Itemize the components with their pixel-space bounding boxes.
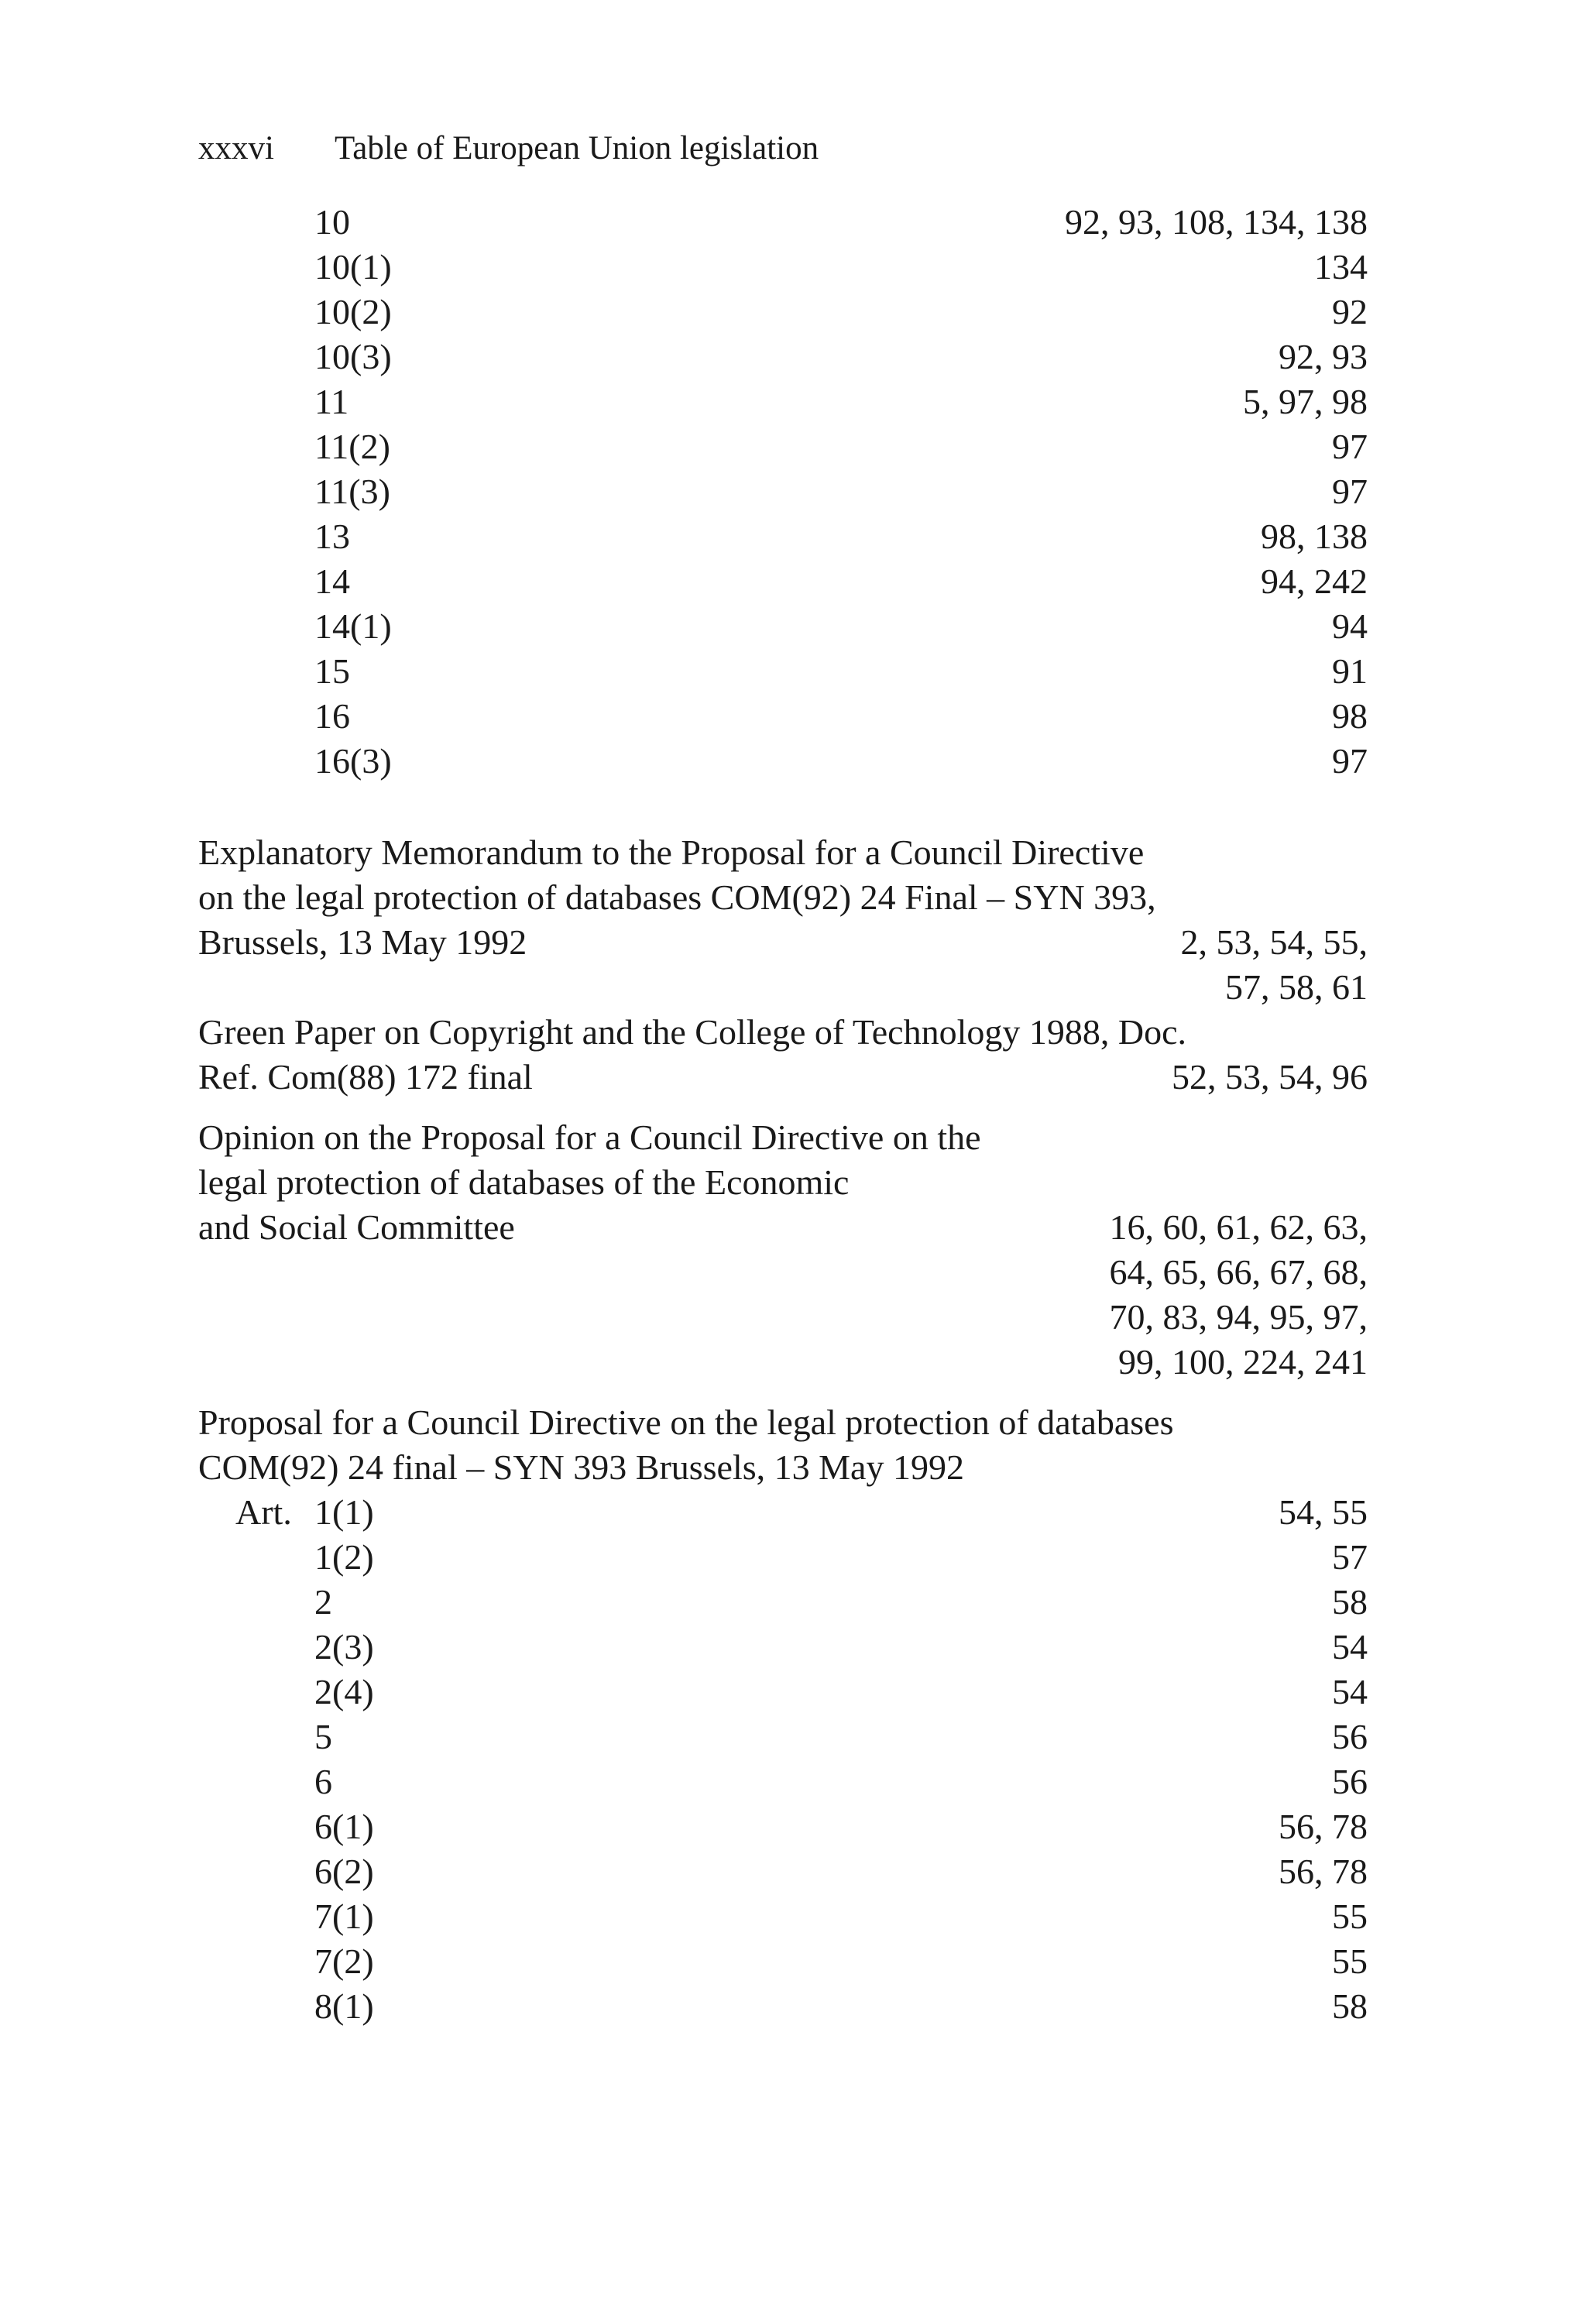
page-refs: 57 (1332, 1537, 1368, 1577)
article-ref: 2 (314, 1582, 332, 1622)
page-refs: 97 (1332, 427, 1368, 466)
article-ref: 2(3) (314, 1627, 374, 1667)
table-row (198, 604, 1368, 649)
article-ref: 15 (314, 651, 350, 691)
page-refs: 56 (1332, 1762, 1368, 1801)
page-refs: 55 (1332, 1941, 1368, 1981)
article-ref: 13 (314, 517, 350, 556)
entry-title-text: and Social Committee (198, 1207, 515, 1247)
entry-title-line: legal protection of databases of the Economic (198, 1162, 850, 1202)
page-refs: 16, 60, 61, 62, 63, (1109, 1207, 1368, 1247)
article-ref: 10(3) (314, 337, 392, 376)
table-row (198, 1625, 1368, 1670)
table-row (198, 694, 1368, 739)
entry-explanatory-memorandum (198, 830, 1368, 1010)
table-row (198, 739, 1368, 784)
page-refs: 52, 53, 54, 96 (1172, 1057, 1368, 1097)
article-ref: 11(3) (314, 472, 390, 511)
article-ref: 5 (314, 1717, 332, 1756)
table-row (198, 1580, 1368, 1625)
table-row (198, 1759, 1368, 1804)
table-row (198, 245, 1368, 290)
article-ref: 6(1) (314, 1807, 374, 1846)
article-ref: 8(1) (314, 1986, 374, 2026)
entry-title-line: COM(92) 24 final – SYN 393 Brussels, 13 May 1992 (198, 1447, 964, 1487)
running-title: Table of European Union legislation (335, 130, 819, 166)
page-refs: 56, 78 (1279, 1852, 1368, 1891)
table-row (198, 335, 1368, 379)
article-ref: 14 (314, 561, 350, 601)
page-refs: 56, 78 (1279, 1807, 1368, 1846)
page-refs: 55 (1332, 1897, 1368, 1936)
page-refs: 92, 93, 108, 134, 138 (1065, 202, 1368, 242)
page-refs: 92 (1332, 292, 1368, 331)
table-row (198, 424, 1368, 469)
page-refs: 94, 242 (1261, 561, 1368, 601)
article-prefix: Art. (235, 1492, 292, 1532)
entry-title-line: Explanatory Memorandum to the Proposal for a Council Directive (198, 832, 1145, 872)
page-refs: 64, 65, 66, 67, 68, (1109, 1252, 1368, 1292)
page-refs: 99, 100, 224, 241 (1118, 1342, 1368, 1382)
entry-title-line: Green Paper on Copyright and the College of Technology 1988, Doc. (198, 1012, 1186, 1052)
entry-title-text: Brussels, 13 May 1992 (198, 922, 527, 962)
table-row (198, 1715, 1368, 1759)
table-row (198, 559, 1368, 604)
table-row (198, 379, 1368, 424)
article-ref: 1(1) (314, 1492, 374, 1532)
page-refs: 5, 97, 98 (1243, 382, 1368, 421)
table-row (198, 1490, 1368, 1535)
article-ref: 16 (314, 696, 350, 736)
page-refs: 56 (1332, 1717, 1368, 1756)
table-row (198, 514, 1368, 559)
table-row (198, 1535, 1368, 1580)
entry-opinion (198, 1115, 1368, 1385)
page-refs: 94 (1332, 606, 1368, 646)
legislation-table (198, 200, 1368, 2029)
page-refs: 97 (1332, 472, 1368, 511)
article-ref: 6(2) (314, 1852, 374, 1891)
table-row (198, 290, 1368, 335)
running-head (198, 125, 819, 172)
article-ref: 6 (314, 1762, 332, 1801)
page-refs: 92, 93 (1279, 337, 1368, 376)
page-refs: 54 (1332, 1627, 1368, 1667)
entry-title-text: Ref. Com(88) 172 final (198, 1057, 533, 1097)
page-refs: 54 (1332, 1672, 1368, 1711)
table-row (198, 1894, 1368, 1939)
article-ref: 10(2) (314, 292, 392, 331)
entry-proposal (198, 1400, 1368, 2029)
page-refs: 2, 53, 54, 55, (1180, 922, 1368, 962)
page-refs: 97 (1332, 741, 1368, 781)
article-ref: 2(4) (314, 1672, 374, 1711)
table-row (198, 1984, 1368, 2029)
article-ref: 1(2) (314, 1537, 374, 1577)
article-ref: 16(3) (314, 741, 392, 781)
page-refs: 91 (1332, 651, 1368, 691)
page-refs: 54, 55 (1279, 1492, 1368, 1532)
page-refs: 134 (1314, 247, 1368, 287)
article-list-top (198, 200, 1368, 784)
article-ref: 7(1) (314, 1897, 374, 1936)
table-row (198, 1670, 1368, 1715)
entry-green-paper (198, 1010, 1368, 1100)
table-row (198, 1849, 1368, 1894)
article-ref: 10 (314, 202, 350, 242)
entry-title-line (198, 1055, 1368, 1100)
table-row (198, 469, 1368, 514)
entry-title-line (198, 1205, 1368, 1250)
page-number: xxxvi (198, 130, 274, 166)
article-ref: 11(2) (314, 427, 390, 466)
page-refs: 58 (1332, 1582, 1368, 1622)
article-ref: 14(1) (314, 606, 392, 646)
article-ref: 10(1) (314, 247, 392, 287)
page-refs: 98 (1332, 696, 1368, 736)
entry-title-line: Proposal for a Council Directive on the legal protection of databases (198, 1402, 1174, 1442)
page-refs: 58 (1332, 1986, 1368, 2026)
table-row (198, 1939, 1368, 1984)
entry-title-line: on the legal protection of databases COM(92) 24 Final – SYN 393, (198, 877, 1156, 917)
article-ref: 11 (314, 382, 349, 421)
entry-title-line (198, 920, 1368, 965)
table-row (198, 200, 1368, 245)
table-row (198, 1804, 1368, 1849)
table-row (198, 649, 1368, 694)
page-refs: 70, 83, 94, 95, 97, (1109, 1297, 1368, 1337)
page-refs: 98, 138 (1261, 517, 1368, 556)
article-ref: 7(2) (314, 1941, 374, 1981)
page-refs: 57, 58, 61 (1225, 967, 1368, 1007)
entry-title-line: Opinion on the Proposal for a Council Directive on the (198, 1117, 981, 1157)
